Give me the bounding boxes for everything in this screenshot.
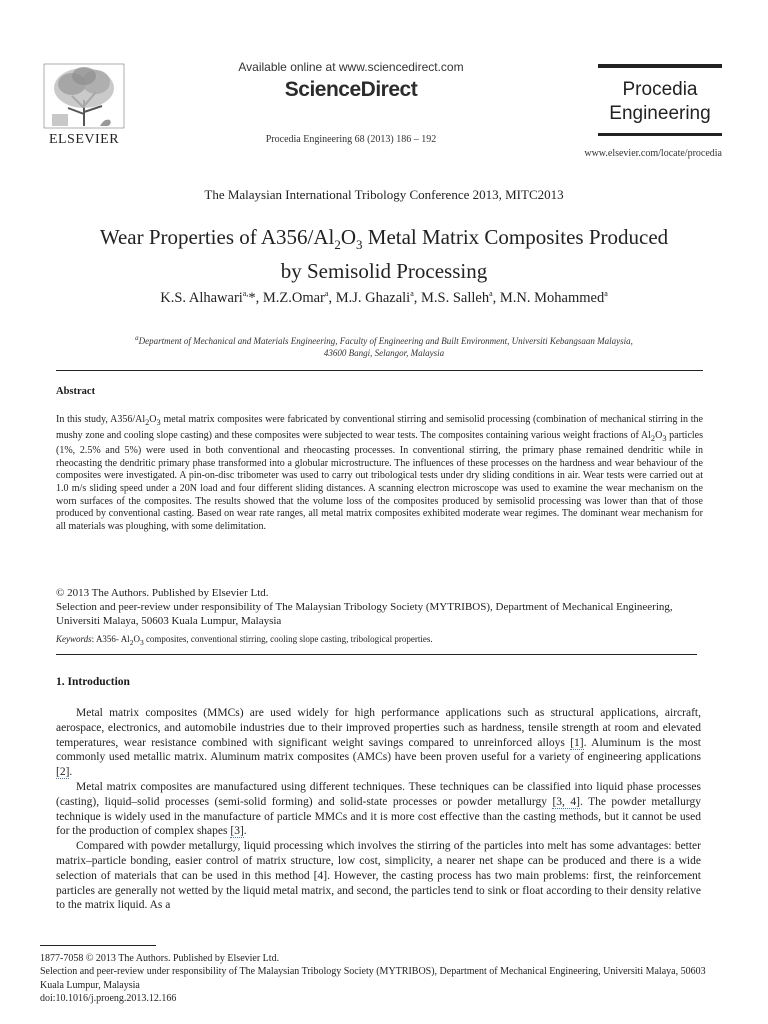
author-name[interactable]: M.S. Salleh	[421, 289, 490, 306]
journal-brand-line2: Engineering	[609, 103, 711, 124]
paragraph: Compared with powder metallurgy, liquid processing which involves the stirring of the particles into melt has some advantages: better matrix–particle bonding, easier control of matrix structure, low cost, simplicity, a nearer net shape can be produced and there is a wide selection of materials that can be used in this method [4]. However, the casting process has two main problems: first, the reinforcement particles are generally not wetted by the liquid metal matrix, and second, the particles tend to sink or float according to their density relative to the matrix liquid. As a	[56, 840, 701, 912]
section-heading-introduction: 1. Introduction	[56, 676, 130, 688]
affiliation: $^a$Department of Mechanical and Materials Engineering, Faculty of Engineering and Built Environment, Universiti Kebangsaan Malaysia, 43600 Bangi, Selangor, Malaysia	[135, 334, 633, 358]
citation-link[interactable]: [3]	[230, 825, 244, 838]
footer-notice: 1877-7058 © 2013 The Authors. Published by Elsevier Ltd. Selection and peer-review under responsibility of The Malaysian Tribology Society (MYTRIBOS), Department of Mechanical Engineering, Universiti Malaya, 50603 Kuala Lumpur, Malaysia doi:10.1016/j.proeng.2013.12.166	[40, 952, 730, 1006]
paragraph: Metal matrix composites are manufactured using different techniques. These techniques can be classified into liquid phase processes (casting), liquid–solid processes (semi-solid forming) and solid-state processes or powder metallurgy [3, 4]. The powder metallurgy technique is widely used in the manufacture of particle MMCs and it is more cost effective than the casting methods, but it cannot be used for the production of complex shapes [3].	[56, 780, 701, 838]
author-list: K.S. Alhawari$^{a,}$*, M.Z.Omar$^a$, M.J. Ghazali$^a$, M.S. Salleh$^a$, M.N. Mohammed$^a$	[160, 289, 608, 306]
abstract-heading: Abstract	[56, 386, 96, 397]
footnote-rule	[40, 945, 156, 946]
journal-url-link[interactable]: www.elsevier.com/locate/procedia	[584, 148, 722, 159]
elsevier-logo	[38, 62, 130, 150]
available-online-text: Available online at www.sciencedirect.com	[238, 60, 464, 74]
author-name[interactable]: M.Z.Omar	[262, 289, 325, 306]
copyright-notice: © 2013 The Authors. Published by Elsevier Ltd. Selection and peer-review under responsibility of The Malaysian Tribology Society (MYTRIBOS), Department of Mechanical Engineering, Universiti Malaya, 50603 Kuala Lumpur, Malaysia	[56, 587, 673, 627]
author-name[interactable]: M.N. Mohammed	[499, 289, 605, 306]
doi-link[interactable]: doi:10.1016/j.proeng.2013.12.166	[40, 993, 177, 1005]
citation-link[interactable]: [1]	[570, 736, 584, 749]
introduction-text	[56, 706, 701, 913]
journal-brand	[598, 78, 722, 126]
title-line-1: Wear Properties of $A356/Al_2O_3$ Metal Matrix Composites Produced	[99, 225, 669, 253]
keywords-label: Keywords	[56, 634, 92, 644]
corresponding-author-mark: *	[248, 289, 256, 306]
abstract-top-rule	[56, 370, 703, 371]
citation-link[interactable]: [3, 4]	[552, 795, 580, 808]
citation-link[interactable]: [2]	[56, 766, 70, 779]
keywords: Keywords: A356- $Al_2O_3$ composites, conventional stirring, cooling slope casting, tribological properties.	[56, 634, 433, 647]
keywords-bottom-rule	[56, 654, 697, 655]
title-line-2: by Semisolid Processing	[280, 259, 488, 284]
conference-name: The Malaysian International Tribology Conference 2013, MITC2013	[204, 187, 564, 202]
abstract-text: In this study, $A356/Al_2O_3$ metal matrix composites were fabricated by conventional stirring and semisolid processing (combination of mechanical stirring in the mushy zone and cooling slope casting) and these composites were subjected to wear tests. The composites containing various weight fractions of $Al_2O_3$ particles (1%, 2.5% and 5%) were used in both conventional and rheocasting processes. In conventional stirring, the primary phase remained dendritic while in rheocasting the dendritic primary phase transformed into a globular microstructure. The influences of these processes on the hardness and wear behaviour of the composites were investigated. A pin-on-disc tribometer was used to carry out tribological tests under dry sliding conditions in air. Wear tests were carried out at 1.0 m/s sliding speed under a 20N load and four different sliding distances. A scanning electron microscope was used to examine the wear mechanism on the worn surfaces of the composites. The results showed that the volume loss of the composites produced by semisolid processing was lower than that of those produced by conventional casting. Based on wear rate ranges, all metal matrix composites exhibited moderate wear regimes. The dominant wear mechanism for all materials was ploughing, with some delimitation.	[56, 414, 703, 532]
journal-reference: Procedia Engineering 68 (2013) 186 – 192	[265, 134, 437, 145]
brand-rule-bottom	[598, 133, 722, 136]
sciencedirect-logo: ScienceDirect	[284, 78, 418, 101]
journal-brand-line1: Procedia	[622, 79, 698, 100]
author-name[interactable]: K.S. Alhawari	[160, 289, 243, 306]
author-name[interactable]: M.J. Ghazali	[335, 289, 411, 306]
paragraph: Metal matrix composites (MMCs) are used widely for high performance applications such as structural applications, aircraft, aerospace, electronics, and automobile industries due to their improved properties such as hardness, tensile strength at room and elevated temperatures, wear resistance combined with significant weight savings compared to unreinforced alloys [1]. Aluminum is the most commonly used metallic matrix. Aluminum matrix composites (AMCs) have been proven useful for a variety of engineering applications [2].	[56, 707, 701, 779]
paper-title	[40, 224, 728, 284]
publisher-logo-text: ELSEVIER	[48, 132, 120, 147]
brand-rule-top	[598, 64, 722, 68]
